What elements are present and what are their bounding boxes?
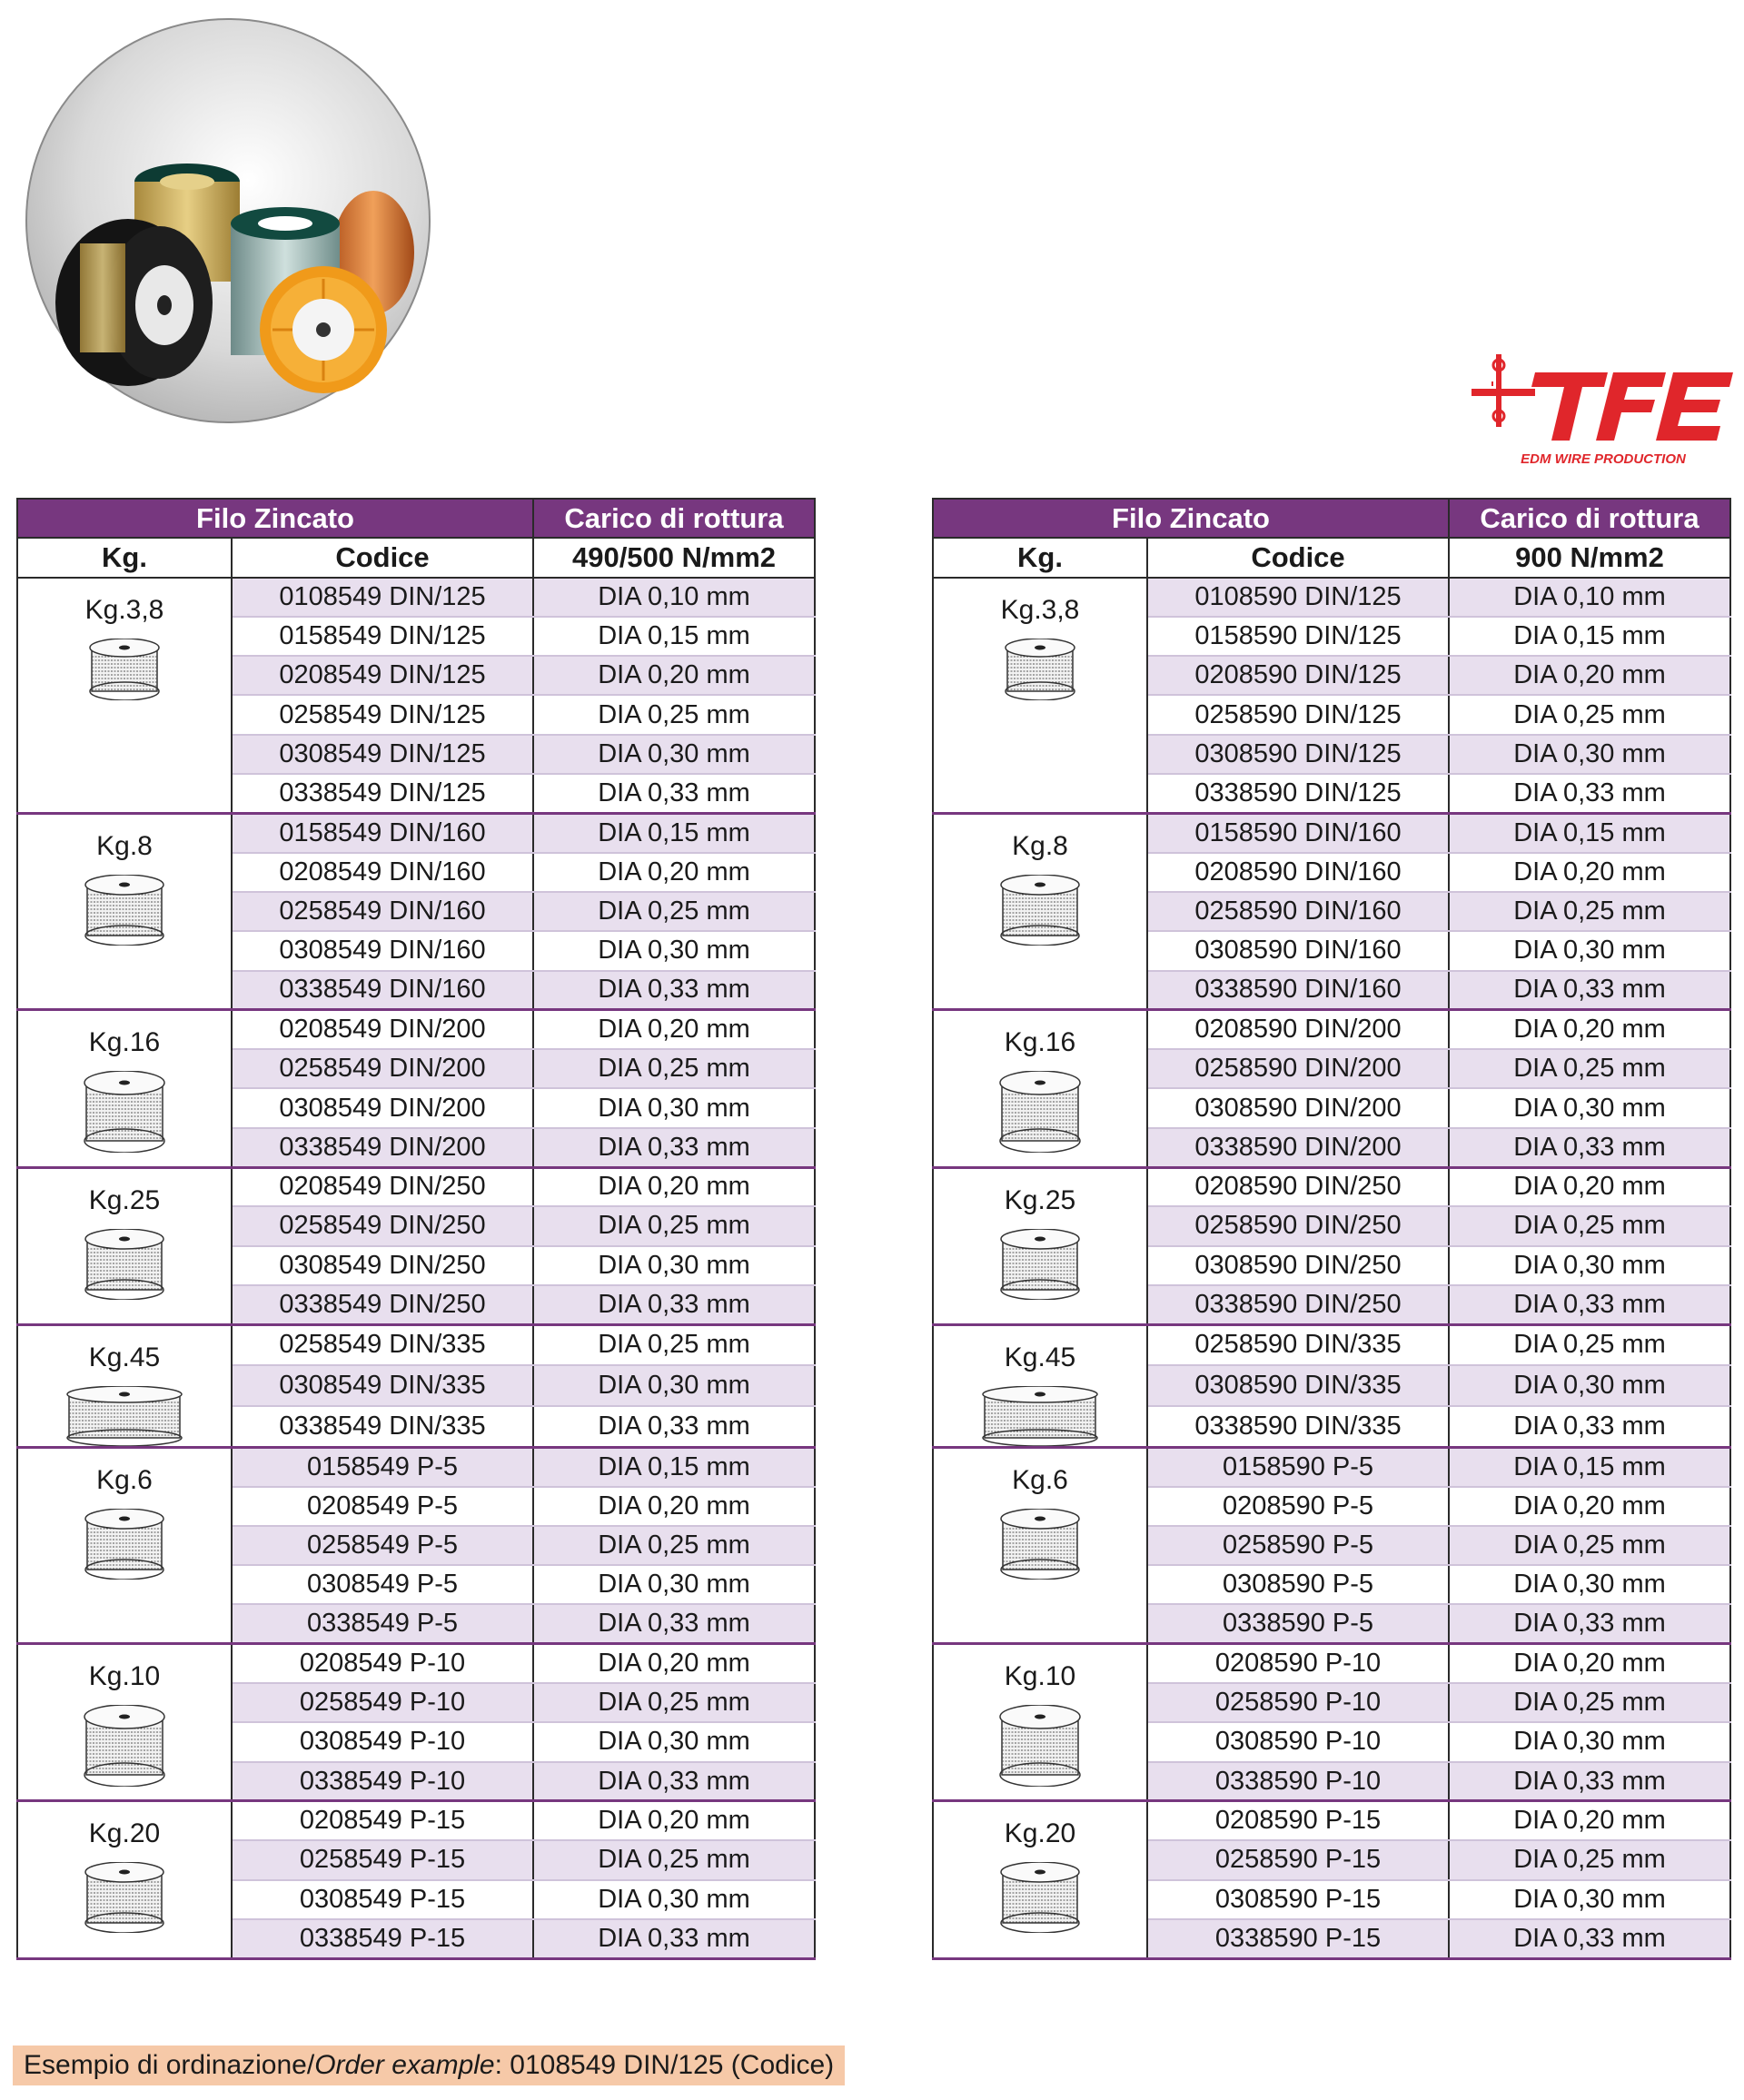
code-cell: 0308590 DIN/200 (1147, 1088, 1449, 1127)
diameter-cell: DIA 0,25 mm (1449, 1206, 1730, 1245)
kg-label: Kg.10 (1004, 1661, 1076, 1692)
code-cell: 0258549 DIN/160 (232, 892, 533, 931)
code-cell: 0258590 DIN/125 (1147, 695, 1449, 734)
diameter-cell: DIA 0,30 mm (1449, 1565, 1730, 1604)
code-cell: 0158590 P-5 (1147, 1447, 1449, 1486)
kg-group-cell (17, 1644, 232, 1801)
spool-icon (999, 1509, 1081, 1580)
code-cell: 0208549 DIN/200 (232, 1010, 533, 1049)
diameter-cell: DIA 0,33 mm (1449, 1762, 1730, 1801)
diameter-cell: DIA 0,15 mm (1449, 813, 1730, 852)
kg-label: Kg.10 (88, 1661, 161, 1692)
diameter-cell: DIA 0,20 mm (533, 1167, 815, 1206)
diameter-cell: DIA 0,33 mm (1449, 971, 1730, 1010)
code-cell: 0338549 P-15 (232, 1919, 533, 1958)
code-cell: 0258590 DIN/250 (1147, 1206, 1449, 1245)
kg-label: Kg.25 (1004, 1184, 1076, 1215)
kg-label: Kg.20 (88, 1818, 161, 1849)
spool-icon (83, 1071, 166, 1153)
header-strength: Carico di rottura (533, 499, 815, 538)
code-cell: 0338549 DIN/250 (232, 1285, 533, 1324)
code-cell: 0158590 DIN/125 (1147, 617, 1449, 656)
spool-icon (83, 1705, 166, 1787)
diameter-cell: DIA 0,20 mm (1449, 1167, 1730, 1206)
diameter-cell: DIA 0,33 mm (1449, 1919, 1730, 1958)
diameter-cell: DIA 0,20 mm (1449, 1487, 1730, 1526)
table-row (17, 1644, 815, 1683)
diameter-cell: DIA 0,15 mm (533, 617, 815, 656)
diameter-cell: DIA 0,33 mm (533, 1128, 815, 1167)
table-row (933, 813, 1730, 852)
tfe-logo (1472, 354, 1735, 468)
diameter-cell: DIA 0,15 mm (533, 813, 815, 852)
code-cell: 0338549 DIN/200 (232, 1128, 533, 1167)
kg-label: Kg.45 (88, 1342, 161, 1372)
code-cell: 0338590 DIN/200 (1147, 1128, 1449, 1167)
kg-group-cell (17, 1010, 232, 1167)
diameter-cell: DIA 0,25 mm (533, 1049, 815, 1088)
diameter-cell: DIA 0,30 mm (1449, 735, 1730, 774)
spool-icon (84, 1509, 165, 1580)
code-cell: 0308590 DIN/250 (1147, 1246, 1449, 1285)
kg-label: Kg.16 (88, 1027, 161, 1058)
column-header-strength-value: 490/500 N/mm2 (533, 538, 815, 577)
diameter-cell: DIA 0,30 mm (533, 1365, 815, 1406)
code-cell: 0258549 DIN/335 (232, 1324, 533, 1365)
diameter-cell: DIA 0,30 mm (1449, 1880, 1730, 1919)
code-cell: 0258549 DIN/125 (232, 695, 533, 734)
code-cell: 0338549 DIN/125 (232, 774, 533, 813)
code-cell: 0308590 P-10 (1147, 1722, 1449, 1761)
diameter-cell: DIA 0,20 mm (1449, 1010, 1730, 1049)
diameter-cell: DIA 0,15 mm (533, 1447, 815, 1486)
code-cell: 0308549 P-5 (232, 1565, 533, 1604)
wire-table-left (16, 498, 816, 1960)
spool-icon (999, 875, 1081, 946)
diameter-cell: DIA 0,33 mm (533, 1285, 815, 1324)
code-cell: 0338549 P-10 (232, 1762, 533, 1801)
kg-group-cell (17, 578, 232, 814)
code-cell: 0108549 DIN/125 (232, 578, 533, 617)
code-cell: 0258590 DIN/160 (1147, 892, 1449, 931)
code-cell: 0258549 P-10 (232, 1683, 533, 1722)
kg-group-cell (17, 1167, 232, 1324)
header-product: Filo Zincato (17, 499, 533, 538)
table-row (17, 1167, 815, 1206)
kg-label: Kg.3,8 (1000, 594, 1080, 625)
code-cell: 0158590 DIN/160 (1147, 813, 1449, 852)
code-cell: 0208549 P-15 (232, 1801, 533, 1840)
diameter-cell: DIA 0,20 mm (1449, 1801, 1730, 1840)
header-product: Filo Zincato (933, 499, 1449, 538)
code-cell: 0208549 DIN/160 (232, 853, 533, 892)
diameter-cell: DIA 0,25 mm (1449, 1324, 1730, 1365)
table-row (17, 1010, 815, 1049)
code-cell: 0208590 DIN/200 (1147, 1010, 1449, 1049)
diameter-cell: DIA 0,30 mm (533, 1565, 815, 1604)
diameter-cell: DIA 0,30 mm (533, 1880, 815, 1919)
kg-label: Kg.25 (88, 1184, 161, 1215)
diameter-cell: DIA 0,25 mm (1449, 1840, 1730, 1879)
code-cell: 0258549 P-15 (232, 1840, 533, 1879)
logo-tagline: EDM WIRE PRODUCTION (1521, 451, 1686, 467)
diameter-cell: DIA 0,30 mm (1449, 1365, 1730, 1406)
code-cell: 0108590 DIN/125 (1147, 578, 1449, 617)
diameter-cell: DIA 0,33 mm (1449, 1285, 1730, 1324)
kg-label: Kg.6 (1012, 1464, 1068, 1495)
code-cell: 0208549 DIN/125 (232, 656, 533, 695)
code-cell: 0308590 DIN/125 (1147, 735, 1449, 774)
table-row (17, 578, 815, 617)
kg-group-cell (933, 1324, 1147, 1447)
diameter-cell: DIA 0,33 mm (533, 774, 815, 813)
diameter-cell: DIA 0,33 mm (533, 1919, 815, 1958)
table-row (933, 1167, 1730, 1206)
diameter-cell: DIA 0,20 mm (533, 1010, 815, 1049)
code-cell: 0258549 DIN/250 (232, 1206, 533, 1245)
code-cell: 0308590 DIN/335 (1147, 1365, 1449, 1406)
diameter-cell: DIA 0,20 mm (533, 1487, 815, 1526)
diameter-cell: DIA 0,10 mm (533, 578, 815, 617)
diameter-cell: DIA 0,20 mm (533, 853, 815, 892)
spool-icon (981, 1386, 1099, 1446)
kg-group-cell (933, 1010, 1147, 1167)
diameter-cell: DIA 0,30 mm (533, 1088, 815, 1127)
code-cell: 0338590 DIN/160 (1147, 971, 1449, 1010)
code-cell: 0338590 P-15 (1147, 1919, 1449, 1958)
kg-group-cell (933, 813, 1147, 1009)
code-cell: 0338590 P-5 (1147, 1604, 1449, 1643)
code-cell: 0338590 P-10 (1147, 1762, 1449, 1801)
table-row (17, 813, 815, 852)
diameter-cell: DIA 0,25 mm (533, 1526, 815, 1565)
diameter-cell: DIA 0,33 mm (1449, 774, 1730, 813)
kg-group-cell (933, 1447, 1147, 1643)
code-cell: 0208590 P-5 (1147, 1487, 1449, 1526)
spool-icon (1004, 639, 1076, 700)
wire-table-right (932, 498, 1731, 1960)
diameter-cell: DIA 0,25 mm (533, 1206, 815, 1245)
code-cell: 0208590 DIN/160 (1147, 853, 1449, 892)
column-header-strength-value: 900 N/mm2 (1449, 538, 1730, 577)
kg-group-cell (17, 1801, 232, 1958)
code-cell: 0208590 P-10 (1147, 1644, 1449, 1683)
column-header-code: Codice (232, 538, 533, 577)
code-cell: 0308549 P-10 (232, 1722, 533, 1761)
diameter-cell: DIA 0,20 mm (1449, 656, 1730, 695)
code-cell: 0308549 DIN/200 (232, 1088, 533, 1127)
order-note-it: Esempio di ordinazione/ (24, 2050, 315, 2080)
code-cell: 0208590 DIN/125 (1147, 656, 1449, 695)
diameter-cell: DIA 0,25 mm (1449, 1049, 1730, 1088)
code-cell: 0208549 P-10 (232, 1644, 533, 1683)
table-row (933, 1447, 1730, 1486)
diameter-cell: DIA 0,25 mm (533, 1324, 815, 1365)
diameter-cell: DIA 0,33 mm (1449, 1406, 1730, 1447)
code-cell: 0158549 P-5 (232, 1447, 533, 1486)
order-note-en: Order example (314, 2050, 495, 2080)
kg-group-cell (933, 1167, 1147, 1324)
spool-icon (88, 639, 161, 700)
table-row (17, 1447, 815, 1486)
diameter-cell: DIA 0,33 mm (533, 971, 815, 1010)
order-example-note (13, 2046, 845, 2085)
code-cell: 0158549 DIN/125 (232, 617, 533, 656)
code-cell: 0258590 DIN/200 (1147, 1049, 1449, 1088)
spool-icon (998, 1705, 1082, 1787)
code-cell: 0258549 P-5 (232, 1526, 533, 1565)
code-cell: 0308549 P-15 (232, 1880, 533, 1919)
diameter-cell: DIA 0,25 mm (533, 1683, 815, 1722)
code-cell: 0308549 DIN/160 (232, 931, 533, 970)
column-header-code: Codice (1147, 538, 1449, 577)
diameter-cell: DIA 0,20 mm (533, 1644, 815, 1683)
code-cell: 0258590 P-15 (1147, 1840, 1449, 1879)
diameter-cell: DIA 0,25 mm (533, 892, 815, 931)
diameter-cell: DIA 0,25 mm (1449, 892, 1730, 931)
table-row (933, 1644, 1730, 1683)
kg-group-cell (17, 1324, 232, 1447)
code-cell: 0208549 DIN/250 (232, 1167, 533, 1206)
code-cell: 0308549 DIN/250 (232, 1246, 533, 1285)
code-cell: 0208549 P-5 (232, 1487, 533, 1526)
diameter-cell: DIA 0,15 mm (1449, 617, 1730, 656)
diameter-cell: DIA 0,25 mm (533, 1840, 815, 1879)
spool-icon (84, 875, 165, 946)
diameter-cell: DIA 0,25 mm (1449, 695, 1730, 734)
diameter-cell: DIA 0,30 mm (1449, 1246, 1730, 1285)
table-row (17, 1801, 815, 1840)
code-cell: 0258549 DIN/200 (232, 1049, 533, 1088)
diameter-cell: DIA 0,20 mm (1449, 853, 1730, 892)
diameter-cell: DIA 0,30 mm (1449, 1722, 1730, 1761)
diameter-cell: DIA 0,30 mm (1449, 931, 1730, 970)
diameter-cell: DIA 0,30 mm (533, 931, 815, 970)
code-cell: 0308590 P-5 (1147, 1565, 1449, 1604)
code-cell: 0338590 DIN/250 (1147, 1285, 1449, 1324)
diameter-cell: DIA 0,33 mm (1449, 1604, 1730, 1643)
diameter-cell: DIA 0,10 mm (1449, 578, 1730, 617)
kg-label: Kg.8 (1012, 830, 1068, 861)
diameter-cell: DIA 0,15 mm (1449, 1447, 1730, 1486)
table-row (933, 1010, 1730, 1049)
kg-label: Kg.16 (1004, 1027, 1076, 1058)
spool-icon (999, 1229, 1081, 1300)
diameter-cell: DIA 0,33 mm (533, 1762, 815, 1801)
spool-icon (999, 1862, 1081, 1933)
order-note-sep: : (494, 2050, 510, 2080)
kg-group-cell (17, 813, 232, 1009)
diameter-cell: DIA 0,33 mm (1449, 1128, 1730, 1167)
diameter-cell: DIA 0,25 mm (1449, 1526, 1730, 1565)
diameter-cell: DIA 0,25 mm (533, 695, 815, 734)
diameter-cell: DIA 0,20 mm (1449, 1644, 1730, 1683)
diameter-cell: DIA 0,20 mm (533, 1801, 815, 1840)
code-cell: 0308590 DIN/160 (1147, 931, 1449, 970)
kg-label: Kg.20 (1004, 1818, 1076, 1849)
spool-icon (65, 1386, 183, 1446)
code-cell: 0338549 DIN/335 (232, 1406, 533, 1447)
code-cell: 0258590 P-10 (1147, 1683, 1449, 1722)
code-cell: 0338590 DIN/335 (1147, 1406, 1449, 1447)
table-row (933, 1324, 1730, 1365)
code-cell: 0208590 DIN/250 (1147, 1167, 1449, 1206)
spool-icon (84, 1862, 165, 1933)
table-row (933, 578, 1730, 617)
spool-icon (84, 1229, 165, 1300)
code-cell: 0308549 DIN/335 (232, 1365, 533, 1406)
kg-label: Kg.3,8 (84, 594, 164, 625)
code-cell: 0258590 DIN/335 (1147, 1324, 1449, 1365)
code-cell: 0258590 P-5 (1147, 1526, 1449, 1565)
kg-label: Kg.8 (96, 830, 153, 861)
kg-group-cell (933, 1801, 1147, 1958)
diameter-cell: DIA 0,30 mm (533, 1722, 815, 1761)
column-header-kg: Kg. (933, 538, 1147, 577)
column-header-kg: Kg. (17, 538, 232, 577)
code-cell: 0308549 DIN/125 (232, 735, 533, 774)
code-cell: 0208590 P-15 (1147, 1801, 1449, 1840)
diameter-cell: DIA 0,25 mm (1449, 1683, 1730, 1722)
kg-label: Kg.45 (1004, 1342, 1076, 1372)
code-cell: 0338549 P-5 (232, 1604, 533, 1643)
table-row (933, 1801, 1730, 1840)
diameter-cell: DIA 0,20 mm (533, 656, 815, 695)
diameter-cell: DIA 0,30 mm (533, 1246, 815, 1285)
code-cell: 0308590 P-15 (1147, 1880, 1449, 1919)
code-cell: 0158549 DIN/160 (232, 813, 533, 852)
kg-group-cell (933, 1644, 1147, 1801)
diameter-cell: DIA 0,33 mm (533, 1406, 815, 1447)
order-note-example: 0108549 DIN/125 (Codice) (510, 2050, 835, 2080)
kg-group-cell (933, 578, 1147, 814)
table-row (17, 1324, 815, 1365)
header-strength: Carico di rottura (1449, 499, 1730, 538)
wire-spools-photo (24, 16, 432, 425)
diameter-cell: DIA 0,30 mm (1449, 1088, 1730, 1127)
kg-group-cell (17, 1447, 232, 1643)
spool-icon (998, 1071, 1082, 1153)
kg-label: Kg.6 (96, 1464, 153, 1495)
code-cell: 0338549 DIN/160 (232, 971, 533, 1010)
diameter-cell: DIA 0,33 mm (533, 1604, 815, 1643)
code-cell: 0338590 DIN/125 (1147, 774, 1449, 813)
diameter-cell: DIA 0,30 mm (533, 735, 815, 774)
